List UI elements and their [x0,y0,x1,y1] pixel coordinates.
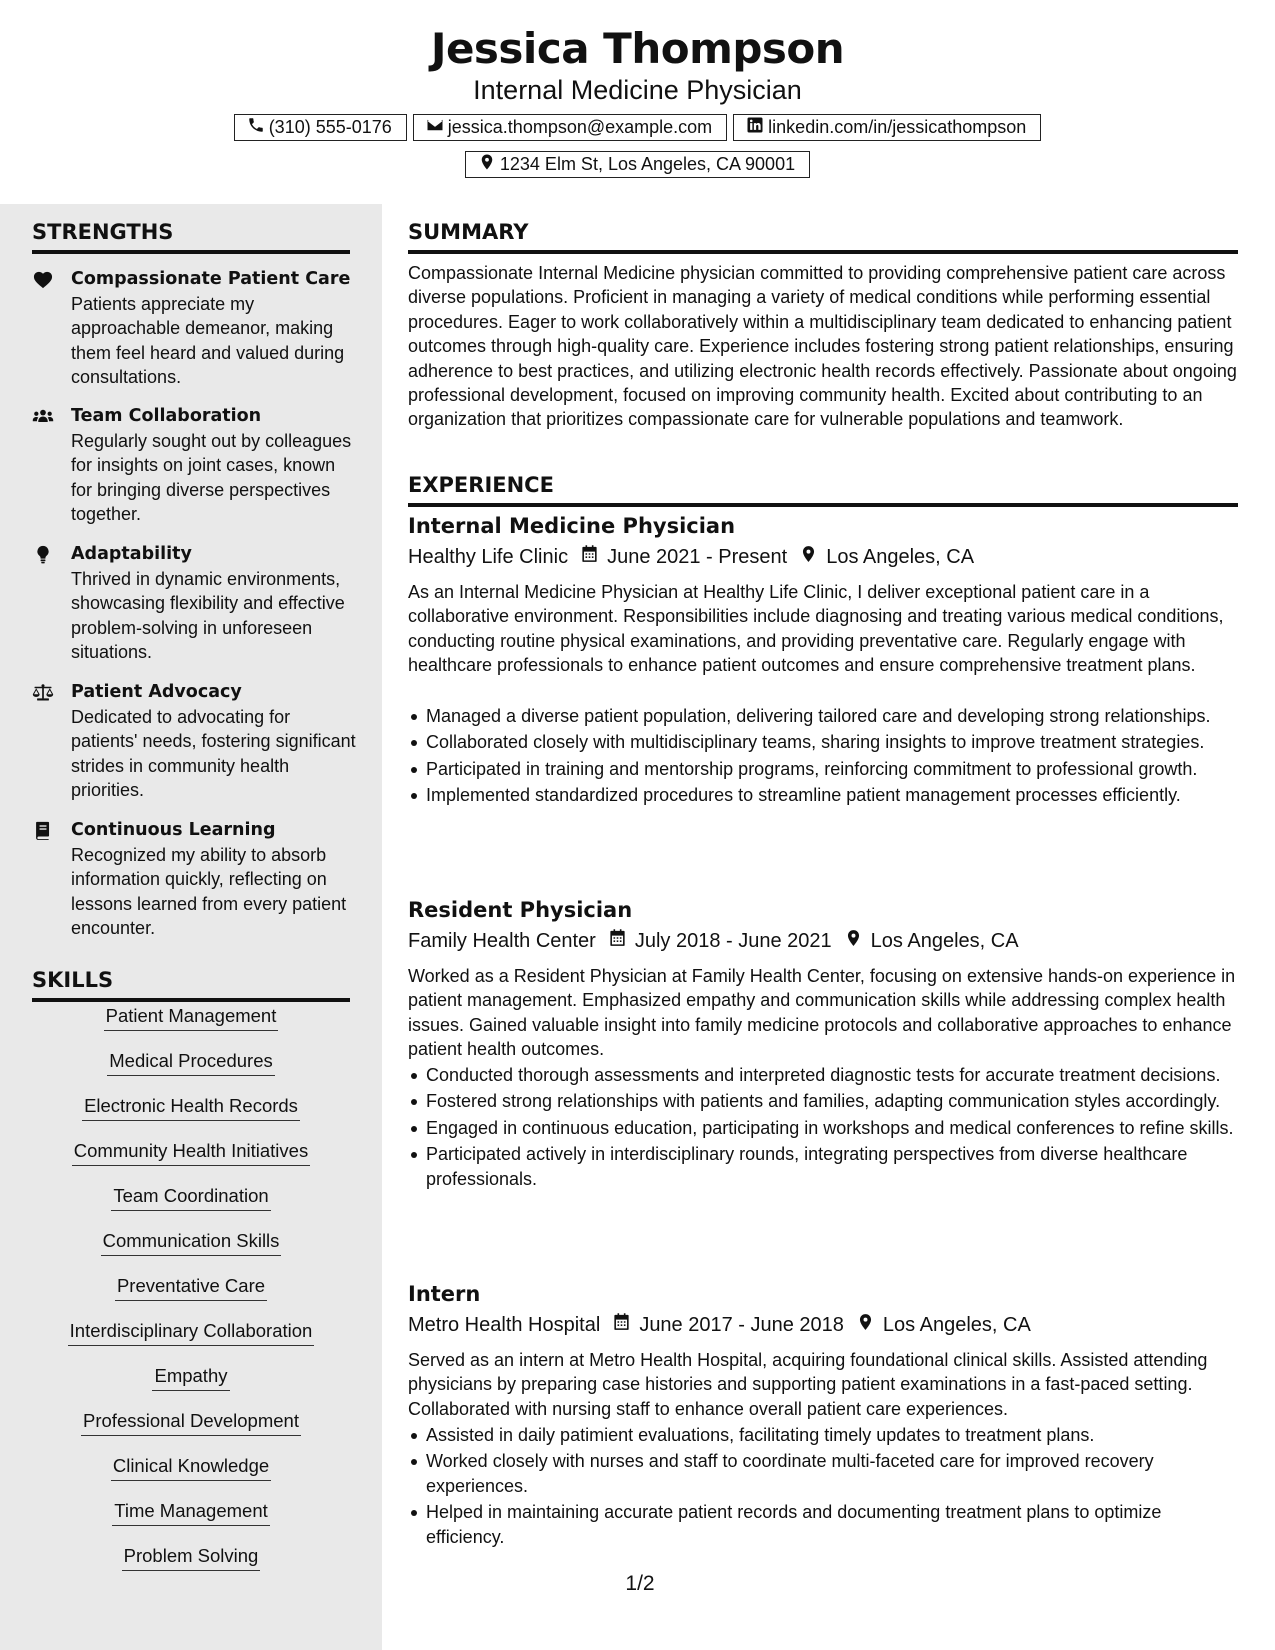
skill-item: Medical Procedures [32,1049,350,1094]
strength-desc: Patients appreciate my approachable demeanor, making them feel heard and valued during consultations. [71,294,345,388]
company-name: Family Health Center [408,929,596,952]
candidate-name: Jessica Thompson [430,24,845,73]
strength-title: Compassionate Patient Care [71,269,351,289]
skill-item: Community Health Initiatives [32,1139,350,1184]
map-pin-icon [844,1312,883,1338]
strength-title: Team Collaboration [71,406,262,426]
job-description: Served as an intern at Metro Health Hospital, acquiring foundational clinical skills. Assisted attending physicians by preparing case histories and supporting patient examinations in a fast-paced setting. Collaborated with nursing staff to enhance overall patient care experiences. [408,1350,1208,1419]
job-position: Internal Medicine Physician [408,514,736,538]
heart-icon [32,270,56,290]
skills-heading: SKILLS [32,968,114,992]
strengths-divider [32,250,350,254]
list-item: Assisted in daily patimient evaluations, facilitating timely updates to treatment plans. [408,1423,1238,1447]
list-item: Participated actively in interdisciplinary rounds, integrating perspectives from diverse healthcare professionals. [408,1142,1238,1191]
calendar-icon [568,544,607,570]
list-item: Fostered strong relationships with patients and families, adapting communication styles accordingly. [408,1089,1238,1113]
experience-heading: EXPERIENCE [408,473,554,497]
email-contact[interactable] [413,114,727,141]
job-description: As an Internal Medicine Physician at Healthy Life Clinic, I deliver exceptional patient care in a collaborative environment. Responsibilities include diagnosing and treating various medical conditions, conducting routine physical examinations, and providing preventative care. Regularly engage with healthcare professionals to enhance patient outcomes and ensure comprehensive treatment plans. [408,582,1224,676]
skill-item: Professional Development [32,1409,350,1454]
list-item: Managed a diverse patient population, delivering tailored care and developing strong relationships. [408,704,1238,728]
map-pin-icon [787,544,826,570]
summary-text: Compassionate Internal Medicine physician committed to providing comprehensive patient care across diverse populations. Proficient in managing a variety of medical conditions while performing essential procedures. Eager to work collaboratively within a multidisciplinary team dedicated to enhancing patient outcomes through high-quality care. Experience includes fostering strong patient relationships, ensuring adherence to best practices, and utilizing electronic health records effectively. Passionate about ongoing professional development, focused on improving community health. Excited about contributing to an organization that prioritizes compassionate care for vulnerable populations and teamwork. [408,263,1237,430]
list-item: Participated in training and mentorship programs, reinforcing commitment to professional growth. [408,757,1238,781]
sidebar [0,204,382,1650]
job-bullets [408,704,1238,810]
strength-item [32,680,356,801]
list-item: Conducted thorough assessments and interpreted diagnostic tests for accurate treatment decisions. [408,1063,1238,1087]
skill-item: Patient Management [32,1004,350,1049]
skill-item: Empathy [32,1364,350,1409]
strength-item [32,267,352,387]
summary-divider [408,250,1238,254]
strength-item [32,818,352,938]
job-bullets [408,1423,1238,1551]
envelope-icon [426,116,444,139]
phone-contact[interactable] [234,114,407,141]
book-icon [32,821,56,841]
resume-header [0,0,1275,204]
strength-item [32,404,352,524]
lightbulb-icon [32,545,56,565]
contact-row [0,114,1275,141]
strengths-heading: STRENGTHS [32,220,174,244]
strength-desc: Recognized my ability to absorb information quickly, reflecting on lessons learned from every patient encounter. [71,845,347,939]
list-item: Engaged in continuous education, participating in workshops and medical conferences to refine skills. [408,1116,1238,1140]
address-contact [465,151,810,178]
strength-title: Patient Advocacy [71,682,242,702]
experience-divider [408,503,1238,507]
strength-title: Continuous Learning [71,820,276,840]
skill-item: Clinical Knowledge [32,1454,350,1499]
address-row [0,151,1275,178]
list-item: Collaborated closely with multidisciplinary teams, sharing insights to improve treatment strategies. [408,730,1238,754]
job-title: Internal Medicine Physician [473,75,802,105]
linkedin-icon [746,116,764,139]
job-dates: July 2018 - June 2021 [634,929,832,952]
job-meta [408,928,1019,954]
summary-heading: SUMMARY [408,220,529,244]
job-description: Worked as a Resident Physician at Family Health Center, focusing on extensive hands-on experience in patient management. Emphasized empathy and communication skills while addressing complex health issues. Gained valuable insight into family medicine protocols and collaborative approaches to enhance patient health outcomes. [408,966,1236,1060]
linkedin-text: linkedin.com/in/jessicathompson [768,117,1027,137]
list-item: Worked closely with nurses and staff to coordinate multi-faceted care for improved recovery experiences. [408,1449,1238,1498]
strength-desc: Thrived in dynamic environments, showcasing flexibility and effective problem-solving in unforeseen situations. [71,569,345,663]
skill-item: Interdisciplinary Collaboration [32,1319,350,1364]
page-number: 1/2 [625,1572,655,1595]
job-dates: June 2017 - June 2018 [639,1313,844,1336]
company-name: Healthy Life Clinic [408,545,569,568]
skill-item: Communication Skills [32,1229,350,1274]
list-item: Helped in maintaining accurate patient records and documenting treatment plans to optimize efficiency. [408,1500,1238,1549]
users-icon [32,407,56,427]
skill-item: Preventative Care [32,1274,350,1319]
address-text: 1234 Elm St, Los Angeles, CA 90001 [499,154,796,174]
job-bullets [408,1063,1238,1193]
map-pin-icon [832,928,871,954]
job-location: Los Angeles, CA [882,1313,1031,1336]
strength-item [32,542,352,662]
skills-list [32,1004,350,1589]
job-location: Los Angeles, CA [826,545,975,568]
job-location: Los Angeles, CA [870,929,1019,952]
email-text: jessica.thompson@example.com [447,117,713,137]
linkedin-contact[interactable] [733,114,1041,141]
skill-item: Team Coordination [32,1184,350,1229]
phone-icon [247,116,265,139]
job-position: Resident Physician [408,898,633,922]
map-pin-icon [478,153,496,176]
job-meta [408,544,974,570]
calendar-icon [596,928,635,954]
skill-item: Electronic Health Records [32,1094,350,1139]
job-dates: June 2021 - Present [607,545,788,568]
list-item: Implemented standardized procedures to streamline patient management processes efficiently. [408,783,1238,807]
skill-item: Problem Solving [32,1544,350,1589]
strength-title: Adaptability [71,544,192,564]
job-meta [408,1312,1031,1338]
strength-desc: Dedicated to advocating for patients' needs, fostering significant strides in community health priorities. [71,707,356,801]
strength-desc: Regularly sought out by colleagues for insights on joint cases, known for bringing diverse perspectives together. [71,431,352,525]
calendar-icon [600,1312,639,1338]
phone-text: (310) 555-0176 [268,117,392,137]
skill-item: Time Management [32,1499,350,1544]
company-name: Metro Health Hospital [408,1313,601,1336]
skills-divider [32,998,350,1002]
job-position: Intern [408,1282,481,1306]
scale-icon [32,683,56,703]
